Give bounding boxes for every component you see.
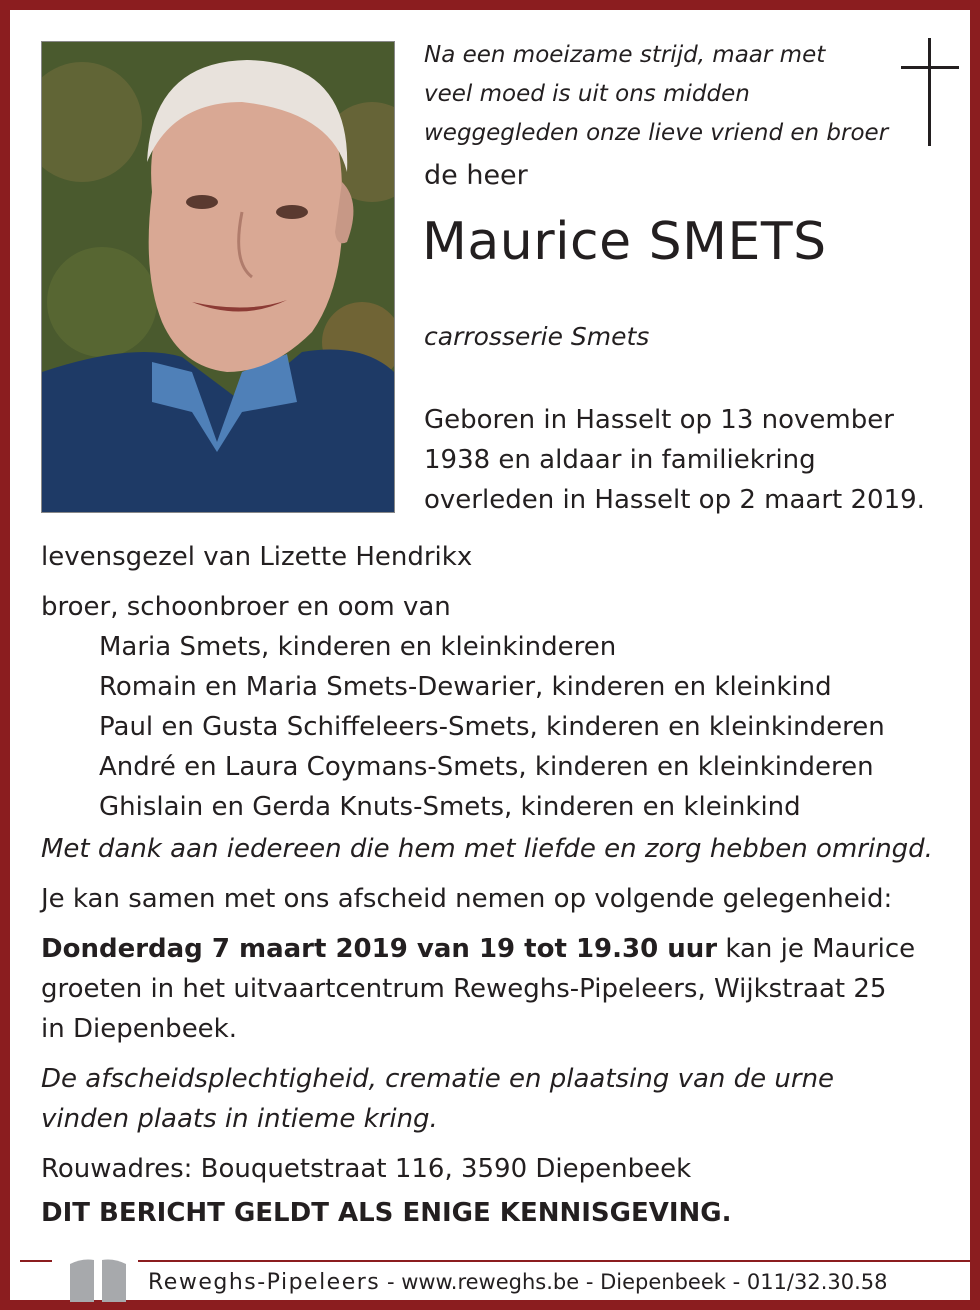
- footer-details: - www.reweghs.be - Diepenbeek - 011/32.30.58: [380, 1270, 888, 1294]
- family-member: Maria Smets, kinderen en kleinkinderen: [99, 632, 617, 662]
- deceased-name: Maurice SMETS: [422, 212, 827, 272]
- visitation-location: groeten in het uitvaartcentrum Reweghs-Pipeleers, Wijkstraat 25: [41, 974, 887, 1004]
- footer-rule-left: [20, 1260, 52, 1262]
- family-member: Ghislain en Gerda Knuts-Smets, kinderen en kleinkind: [99, 792, 801, 822]
- visitation-town: in Diepenbeek.: [41, 1014, 238, 1044]
- birth-line: overleden in Hasselt op 2 maart 2019.: [424, 485, 925, 515]
- intro-line: Na een moeizame strijd, maar met: [424, 42, 826, 68]
- visitation-text: kan je Maurice: [717, 934, 916, 964]
- business-name: carrosserie Smets: [424, 322, 650, 351]
- funeral-home-logo: [70, 1254, 130, 1304]
- intro-text: [424, 36, 894, 153]
- family-member: Romain en Maria Smets-Dewarier, kinderen en kleinkind: [99, 672, 832, 702]
- partner-line: levensgezel van Lizette Hendrikx: [41, 542, 473, 572]
- intro-line: weggegleden onze lieve vriend en broer: [424, 120, 889, 146]
- mourning-address: Rouwadres: Bouquetstraat 116, 3590 Diepenbeek: [41, 1154, 692, 1184]
- family-list: [99, 627, 961, 827]
- ceremony-note: [41, 1059, 961, 1139]
- footer-rule-right: [138, 1260, 980, 1262]
- thanks-line: Met dank aan iedereen die hem met liefde en zorg hebben omringd.: [41, 834, 933, 864]
- invite-line: Je kan samen met ons afscheid nemen op volgende gelegenheid:: [41, 884, 893, 914]
- family-member: André en Laura Coymans-Smets, kinderen en kleinkinderen: [99, 752, 874, 782]
- birth-line: 1938 en aldaar in familiekring: [424, 445, 816, 475]
- visitation-date: Donderdag 7 maart 2019 van 19 tot 19.30 uur: [41, 934, 718, 964]
- birth-line: Geboren in Hasselt op 13 november: [424, 405, 894, 435]
- family-member: Paul en Gusta Schiffeleers-Smets, kinderen en kleinkinderen: [99, 712, 885, 742]
- footer-brand: Reweghs-Pipeleers: [148, 1270, 381, 1295]
- obituary-body: [41, 537, 961, 1233]
- birth-death-details: [424, 400, 964, 520]
- intro-line: veel moed is uit ons midden: [424, 81, 750, 107]
- honorific: de heer: [424, 160, 528, 191]
- cross-icon: [899, 38, 963, 148]
- ceremony-line: vinden plaats in intieme kring.: [41, 1104, 438, 1134]
- visitation-details: [41, 929, 961, 1049]
- footer-contact: [148, 1270, 888, 1295]
- relation-line: broer, schoonbroer en oom van: [41, 592, 451, 622]
- portrait-photo: [41, 41, 395, 513]
- ceremony-line: De afscheidsplechtigheid, crematie en plaatsing van de urne: [41, 1064, 835, 1094]
- notice-line: DIT BERICHT GELDT ALS ENIGE KENNISGEVING.: [41, 1198, 732, 1228]
